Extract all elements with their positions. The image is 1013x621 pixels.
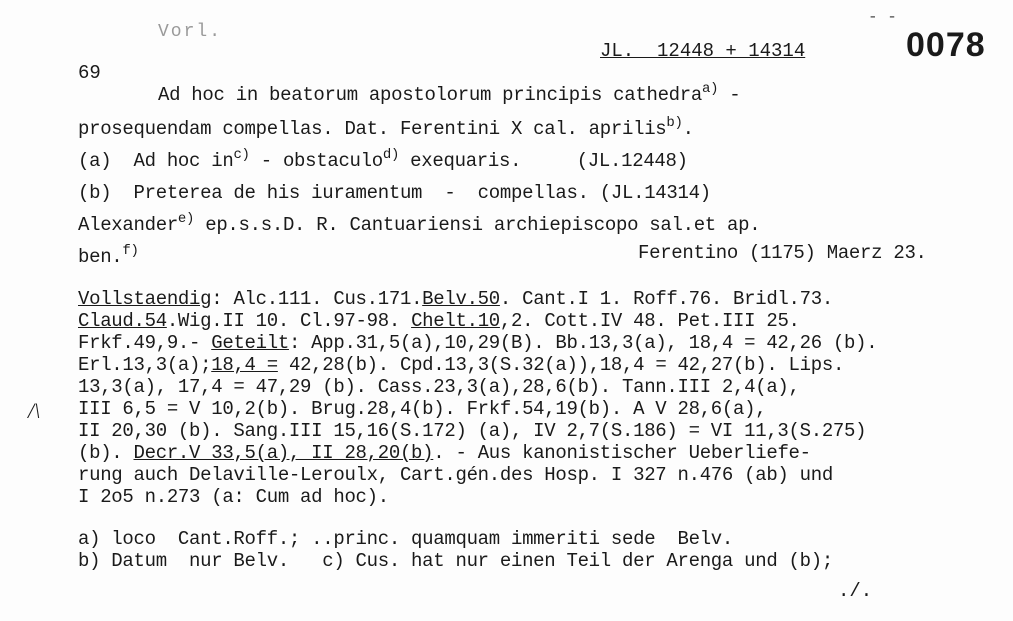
jl-reference: JL. 12448 + 14314: [600, 40, 806, 62]
ref-line-10: I 2o5 n.273 (a: Cum ad hoc).: [78, 486, 389, 508]
text-line-1: Ad hoc in beatorum apostolorum principis cathedra$^{a)}$ -: [158, 81, 741, 106]
ref-line-9: rung auch Delaville-Leroulx, Cart.gén.des Hosp. I 327 n.476 (ab) und: [78, 464, 833, 486]
continuation-mark: ./.: [838, 580, 873, 602]
date-line: Ferentino (1175) Maerz 23.: [638, 242, 927, 264]
text-line-5: Alexander$^{e)}$ ep.s.s.D. R. Cantuariensi archiepiscopo sal.et ap.: [78, 211, 761, 236]
ref-line-3: Frkf.49,9.- Geteilt: App.31,5(a),10,29(B). Bb.13,3(a), 18,4 = 42,26 (b).: [78, 332, 878, 354]
text-line-6: ben.$^{f)}$: [78, 243, 139, 268]
ref-line-5: 13,3(a), 17,4 = 47,29 (b). Cass.23,3(a),28,6(b). Tann.III 2,4(a),: [78, 376, 800, 398]
ref-line-7: II 20,30 (b). Sang.III 15,16(S.172) (a), IV 2,7(S.186) = VI 11,3(S.275): [78, 420, 867, 442]
ref-line-8: (b). Decr.V 33,5(a), II 28,20(b). - Aus kanonistischer Ueberliefe-: [78, 442, 811, 464]
ref-line-1: Vollstaendig: Alc.111. Cus.171.Belv.50. Cant.I 1. Roff.76. Bridl.73.: [78, 288, 833, 310]
text-line-4: (b) Preterea de his iuramentum - compellas. (JL.14314): [78, 182, 711, 204]
header-dash: - -: [868, 8, 897, 26]
ref-line-6: III 6,5 = V 10,2(b). Brug.28,4(b). Frkf.54,19(b). A V 28,6(a),: [78, 398, 767, 420]
ref-line-2: Claud.54.Wig.II 10. Cl.97-98. Chelt.10,2. Cott.IV 48. Pet.III 25.: [78, 310, 800, 332]
text-line-3: (a) Ad hoc $in^{c)}$ - obstaculo$^{d)}$ exequaris. (JL.12448): [78, 147, 688, 172]
note-a: a) loco Cant.Roff.; ..princ. quamquam immeriti sede Belv.: [78, 528, 734, 550]
text-line-2: prosequendam compellas. Dat. Ferentini X cal. aprilis$^{b)}$.: [78, 115, 694, 140]
ref-line-4: Erl.13,3(a);18,4 = 42,28(b). Cpd.13,3(S.32(a)),18,4 = 42,27(b). Lips.: [78, 354, 845, 376]
note-b: b) Datum nur Belv. c) Cus. hat nur einen Teil der Arenga und (b);: [78, 550, 833, 572]
margin-mark: /\: [28, 398, 41, 423]
document-number: 0078: [906, 26, 986, 64]
faded-stamp: Vorl.: [158, 22, 223, 42]
left-number: 69: [78, 62, 101, 84]
